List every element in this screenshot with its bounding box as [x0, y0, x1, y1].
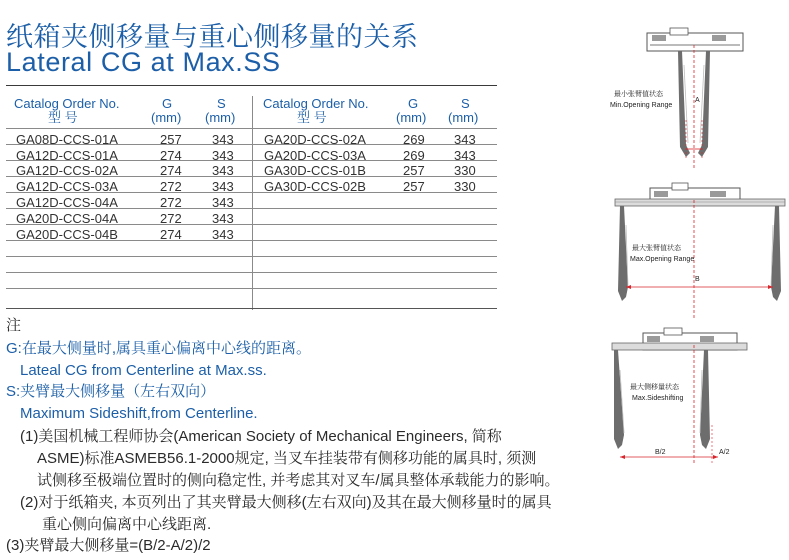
- row-rule: [6, 144, 497, 145]
- row-rule: [6, 240, 497, 241]
- table-row-r0-s: 343: [454, 132, 476, 147]
- table-top-rule: [6, 85, 497, 86]
- label-a: A: [695, 97, 700, 104]
- table-row-r2-model: GA30D-CCS-01B: [264, 163, 366, 178]
- note-1-line-3: 试侧移至极端位置时的侧向稳定性, 并考虑其对叉车/属具整体承载能力的影响。: [37, 472, 560, 489]
- table-row-r3-model: GA30D-CCS-02B: [264, 179, 366, 194]
- header-s-right: S: [461, 96, 470, 111]
- table-row-r2-g: 257: [403, 163, 425, 178]
- table-row-l0-s: 343: [212, 132, 234, 147]
- table-row-l6-model: GA20D-CCS-04B: [16, 227, 118, 242]
- table-row-l5-model: GA20D-CCS-04A: [16, 211, 118, 226]
- row-rule: [6, 224, 497, 225]
- table-row-l1-s: 343: [212, 148, 234, 163]
- label-a-half: A/2: [719, 449, 730, 456]
- note-g-en: Lateal CG from Centerline at Max.ss.: [20, 362, 267, 379]
- note-1-line-1: (1)美国机械工程师协会(American Society of Mechanical Engineers, 简称: [20, 428, 502, 445]
- notes-heading: 注: [6, 317, 22, 334]
- table-row-r3-g: 257: [403, 179, 425, 194]
- note-g-cn: G:在最大侧量时,属具重心偏离中心线的距离。: [6, 340, 312, 357]
- table-row-l5-s: 343: [212, 211, 234, 226]
- label-b-half: B/2: [655, 449, 666, 456]
- row-rule: [6, 192, 497, 193]
- table-row-l0-g: 257: [160, 132, 182, 147]
- spec-table: [0, 96, 500, 311]
- table-row-r0-model: GA20D-CCS-02A: [264, 132, 366, 147]
- header-g-unit: (mm): [151, 110, 182, 125]
- note-2-line-1: (2)对于纸箱夹, 本页列出了其夹臂最大侧移(左右双向)及其在最大侧移量时的属具: [20, 494, 552, 511]
- note-3: (3)夹臂最大侧移量=(B/2-A/2)/2: [6, 537, 211, 554]
- note-1-line-2: ASME)标准ASMEB56.1-2000规定, 当叉车挂装带有侧移功能的属具时, 须测: [37, 450, 537, 467]
- max-opening-cn: 最大张臂值状态: [632, 245, 681, 252]
- max-opening-state: [615, 183, 785, 320]
- table-row-l4-g: 272: [160, 195, 182, 210]
- table-row-r2-s: 330: [454, 163, 476, 178]
- header-s-unit: (mm): [205, 110, 236, 125]
- table-row-l2-model: GA12D-CCS-02A: [16, 163, 118, 178]
- table-bottom-rule: [6, 308, 497, 309]
- table-row-l2-g: 274: [160, 163, 182, 178]
- min-opening-state: [610, 28, 743, 170]
- table-row-r3-s: 330: [454, 179, 476, 194]
- header-g: G: [162, 96, 173, 111]
- note-s-cn: S:夹臂最大侧移量（左右双向）: [6, 383, 216, 400]
- note-2-line-2: 重心侧向偏离中心线距离.: [42, 516, 212, 533]
- header-catalog-cn-right: 型 号: [297, 110, 327, 125]
- header-s: S: [217, 96, 226, 111]
- row-rule: [6, 288, 497, 289]
- table-row-l6-g: 274: [160, 227, 182, 242]
- header-s-unit-right: (mm): [448, 110, 479, 125]
- header-g-unit-right: (mm): [396, 110, 427, 125]
- label-b: B: [695, 276, 700, 283]
- header-g-right: G: [408, 96, 419, 111]
- table-row-l6-s: 343: [212, 227, 234, 242]
- table-row-l3-s: 343: [212, 179, 234, 194]
- table-row-r1-s: 343: [454, 148, 476, 163]
- min-opening-en: Min.Opening Range: [610, 102, 673, 109]
- clamp-diagram: [600, 25, 789, 470]
- table-row-l4-s: 343: [212, 195, 234, 210]
- table-row-l1-model: GA12D-CCS-01A: [16, 148, 118, 163]
- max-opening-en: Max.Opening Range: [630, 256, 695, 263]
- table-row-r1-g: 269: [403, 148, 425, 163]
- table-row-r0-g: 269: [403, 132, 425, 147]
- title-cn: 纸箱夹侧移量与重心侧移量的关系: [6, 22, 419, 52]
- row-rule: [6, 208, 497, 209]
- header-catalog-en: Catalog Order No.: [14, 96, 120, 111]
- max-sideshift-state: [612, 328, 747, 465]
- header-catalog-en-right: Catalog Order No.: [263, 96, 369, 111]
- max-sideshift-en: Max.Sideshifting: [632, 395, 684, 402]
- table-row-l5-g: 272: [160, 211, 182, 226]
- max-sideshift-cn: 最大侧移量状态: [630, 384, 679, 391]
- table-row-l2-s: 343: [212, 163, 234, 178]
- row-rule: [6, 272, 497, 273]
- table-row-l0-model: GA08D-CCS-01A: [16, 132, 118, 147]
- row-rule: [6, 256, 497, 257]
- row-rule: [6, 176, 497, 177]
- min-opening-cn: 最小张臂值状态: [614, 91, 663, 98]
- table-row-r1-model: GA20D-CCS-03A: [264, 148, 366, 163]
- table-row-l1-g: 274: [160, 148, 182, 163]
- row-rule: [6, 160, 497, 161]
- note-s-en: Maximum Sideshift,from Centerline.: [20, 405, 258, 422]
- table-row-l4-model: GA12D-CCS-04A: [16, 195, 118, 210]
- table-row-l3-model: GA12D-CCS-03A: [16, 179, 118, 194]
- title-en: Lateral CG at Max.SS: [6, 47, 281, 77]
- table-row-l3-g: 272: [160, 179, 182, 194]
- column-divider: [252, 96, 253, 310]
- header-catalog-cn: 型 号: [48, 110, 78, 125]
